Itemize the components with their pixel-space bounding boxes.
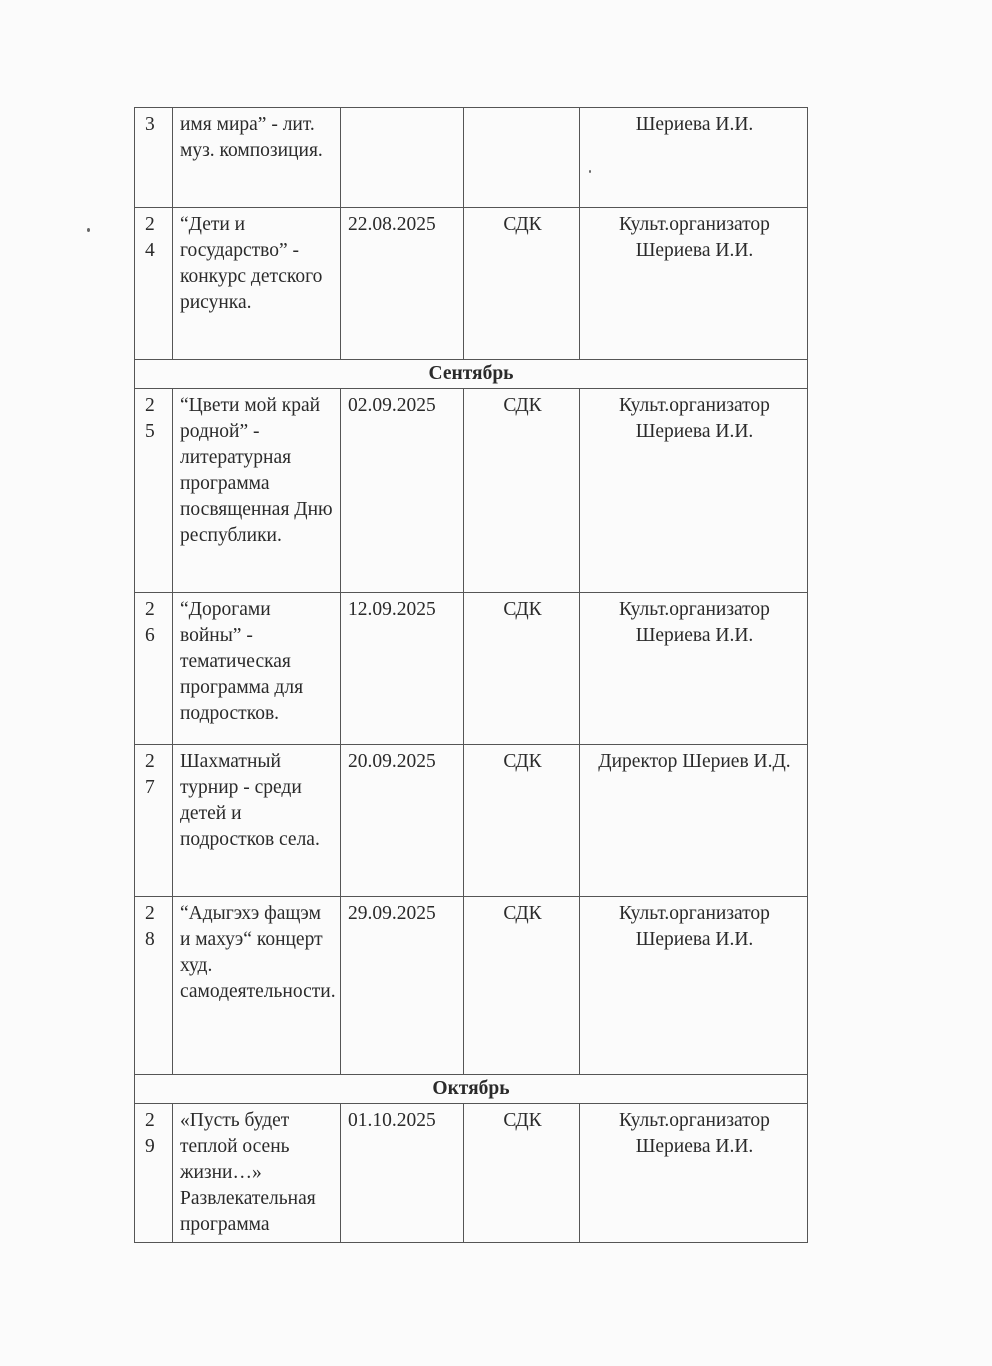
event-place: СДК (503, 214, 542, 235)
month-header: Сентябрь (135, 360, 808, 389)
event-row (135, 108, 808, 208)
event-number: 28 (145, 903, 155, 950)
event-number-cell (135, 745, 173, 897)
event-responsible: Культ.организатор Шериева И.И. (619, 395, 770, 442)
event-place: СДК (503, 751, 542, 772)
event-responsible-cell (580, 897, 808, 1075)
event-number: 24 (145, 214, 155, 261)
event-place-cell (464, 108, 580, 208)
scan-speck (87, 228, 90, 232)
event-date: 29.09.2025 (348, 903, 436, 924)
event-date-cell (341, 745, 464, 897)
event-responsible: Директор Шериев И.Д. (598, 751, 791, 772)
event-place: СДК (503, 1110, 542, 1131)
event-date-cell (341, 389, 464, 593)
event-name: “Адыгэхэ фащэм и махуэ“ концерт худ. самодеятельности. (180, 903, 336, 1002)
event-name: “Дорогами войны” - тематическая программа для подростков. (180, 599, 304, 724)
event-date: 22.08.2025 (348, 214, 436, 235)
event-place-cell (464, 897, 580, 1075)
event-row (135, 593, 808, 745)
event-responsible-cell (580, 745, 808, 897)
event-place: СДК (503, 599, 542, 620)
events-table-body (135, 108, 808, 1243)
event-date: 20.09.2025 (348, 751, 436, 772)
event-number-cell (135, 593, 173, 745)
event-responsible: Культ.организатор Шериева И.И. (619, 1110, 770, 1157)
event-number-cell (135, 389, 173, 593)
event-number: 29 (145, 1110, 155, 1157)
event-name: «Пусть будет теплой осень жизни…» Развлекательная программа (180, 1110, 316, 1235)
event-name-cell (173, 1104, 341, 1243)
event-place-cell (464, 593, 580, 745)
event-place-cell (464, 745, 580, 897)
event-place-cell (464, 389, 580, 593)
event-number: 25 (145, 395, 155, 442)
month-header-row (135, 1075, 808, 1104)
event-date-cell (341, 593, 464, 745)
event-number: 27 (145, 751, 155, 798)
event-date: 02.09.2025 (348, 395, 436, 416)
event-responsible-cell (580, 1104, 808, 1243)
event-number: 3 (145, 114, 155, 135)
event-name-cell (173, 108, 341, 208)
event-responsible-cell (580, 593, 808, 745)
event-responsible-cell (580, 208, 808, 360)
event-place-cell (464, 1104, 580, 1243)
event-number: 26 (145, 599, 155, 646)
event-responsible: Культ.организатор Шериева И.И. (619, 903, 770, 950)
event-name-cell (173, 208, 341, 360)
events-table (134, 107, 808, 1243)
month-header-row (135, 360, 808, 389)
event-date-cell (341, 897, 464, 1075)
event-place-cell (464, 208, 580, 360)
event-date: 12.09.2025 (348, 599, 436, 620)
event-date-cell (341, 1104, 464, 1243)
scan-speck (589, 170, 591, 173)
event-responsible: Культ.организатор Шериева И.И. (619, 599, 770, 646)
event-number-cell (135, 108, 173, 208)
event-responsible: Культ.организатор Шериева И.И. (619, 214, 770, 261)
event-number-cell (135, 897, 173, 1075)
event-name: “Цвети мой край родной” - литературная программа посвященная Дню республики. (180, 395, 333, 546)
event-name-cell (173, 745, 341, 897)
event-row (135, 745, 808, 897)
event-row (135, 389, 808, 593)
event-name: Шахматный турнир - среди детей и подростков села. (180, 751, 320, 850)
event-name-cell (173, 593, 341, 745)
event-date-cell (341, 108, 464, 208)
event-responsible: Шериева И.И. (635, 114, 754, 135)
event-name: имя мира” - лит. муз. композиция. (180, 114, 323, 161)
event-number-cell (135, 1104, 173, 1243)
event-place: СДК (503, 903, 542, 924)
month-header: Октябрь (135, 1075, 808, 1104)
event-place: СДК (503, 395, 542, 416)
event-name: “Дети и государство” - конкурс детского рисунка. (180, 214, 323, 313)
event-responsible-cell (580, 389, 808, 593)
event-row (135, 208, 808, 360)
event-name-cell (173, 897, 341, 1075)
event-row (135, 897, 808, 1075)
event-date: 01.10.2025 (348, 1110, 436, 1131)
event-name-cell (173, 389, 341, 593)
event-date-cell (341, 208, 464, 360)
event-row (135, 1104, 808, 1243)
event-responsible-cell (580, 108, 808, 208)
event-number-cell (135, 208, 173, 360)
